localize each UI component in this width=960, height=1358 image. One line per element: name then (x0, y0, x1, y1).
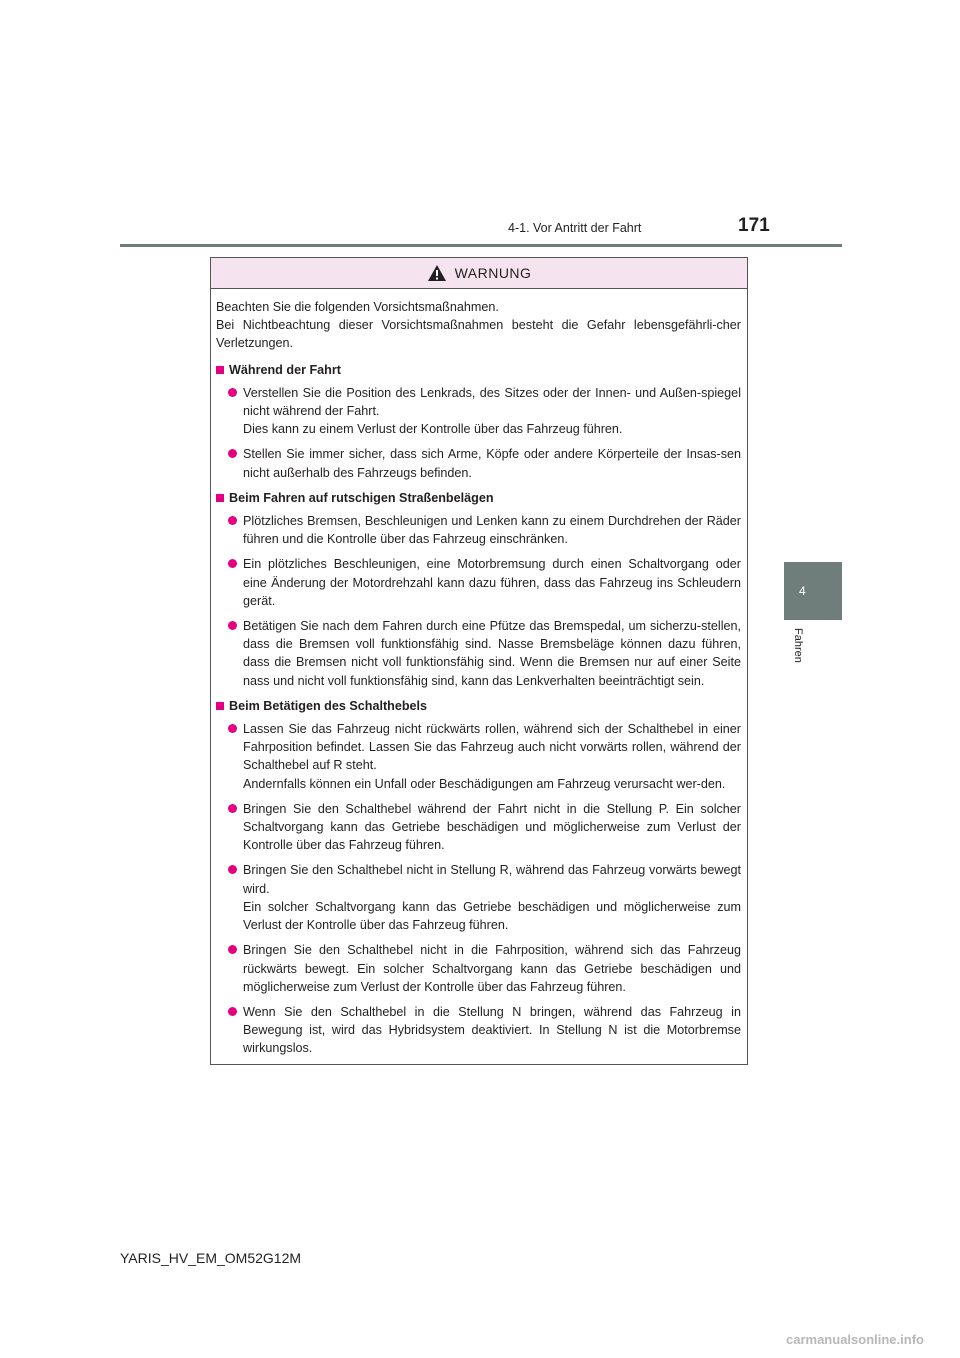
pink-square-icon (216, 494, 224, 502)
bullet-line: Ein plötzliches Beschleunigen, eine Motorbremsung durch einen Schaltvorgang oder eine Änderung der Motordrehzahl kann dazu führen, dass das Fahrzeug ins Schleudern gerät. (243, 557, 741, 608)
bullet-text (243, 512, 741, 548)
pink-dot-icon (228, 804, 237, 813)
bullet-item (216, 384, 741, 439)
warning-box (210, 257, 748, 1065)
bullet-text (243, 384, 741, 439)
bullet-item (216, 1003, 741, 1058)
bullet-line: Ein solcher Schaltvorgang kann das Getriebe beschädigen und möglicherweise zum Verlust der Kontrolle über das Fahrzeug führen. (243, 899, 741, 933)
bullet-item (216, 720, 741, 793)
bullet-line: Bringen Sie den Schalthebel während der Fahrt nicht in die Stellung P. Ein solcher Schaltvorgang kann das Getriebe beschädigen und möglicherweise zum Verlust der Kontrolle über das Fahrzeug führen. (243, 801, 741, 853)
chapter-label: Fahren (792, 628, 804, 663)
bullet-line: Bringen Sie den Schalthebel nicht in die Fahrposition, während sich das Fahrzeug rückwärts bewegt. Ein solcher Schaltvorgang kann das Getriebe beschädigen und möglicherweise zum Verlust der Kontrolle über das Fahrzeug führen. (243, 943, 741, 994)
bullet-text (243, 941, 741, 996)
bullet-item (216, 861, 741, 934)
bullet-item (216, 941, 741, 996)
section-title (216, 697, 741, 715)
bullet-text (243, 445, 741, 481)
section-title-text: Beim Betätigen des Schalthebels (229, 698, 428, 713)
bullet-line: Wenn Sie den Schalthebel in die Stellung N bringen, während das Fahrzeug in Bewegung ist, wird das Hybridsystem deaktiviert. In Stellung N ist die Motorbremse wirkungslos. (243, 1004, 741, 1056)
document-code: YARIS_HV_EM_OM52G12M (120, 1250, 302, 1266)
pink-dot-icon (228, 865, 237, 874)
section-title-text: Während der Fahrt (229, 362, 341, 377)
bullet-item (216, 800, 741, 855)
bullet-item (216, 445, 741, 481)
warning-section (216, 489, 741, 690)
section-title (216, 361, 741, 379)
header-divider (120, 244, 842, 247)
bullet-text (243, 800, 741, 855)
pink-dot-icon (228, 724, 237, 733)
warning-section (216, 697, 741, 1058)
pink-dot-icon (228, 621, 237, 630)
pink-square-icon (216, 702, 224, 710)
bullet-line: Betätigen Sie nach dem Fahren durch eine Pfütze das Bremspedal, um sicherzu-stellen, dass die Bremsen voll funktionsfähig sind. Nasse Bremsbeläge können dazu führen, dass die Bremsen nicht voll funktionsfähig sind. Wenn die Bremsen nur auf einer Seite nass und nicht voll funktionsfähig sind, kann das Lenkverhalten beeinträchtigt sein. (243, 619, 741, 688)
bullet-text (243, 720, 741, 793)
warning-header (211, 258, 747, 289)
bullet-item (216, 512, 741, 548)
warning-section (216, 361, 741, 482)
pink-dot-icon (228, 559, 237, 568)
bullet-line: Verstellen Sie die Position des Lenkrads, des Sitzes oder der Innen- und Außen-spiegel nicht während der Fahrt. (243, 385, 741, 419)
bullet-line: Lassen Sie das Fahrzeug nicht rückwärts rollen, während sich der Schalthebel in einer Fahrposition befindet. Lassen Sie das Fahrzeug auch nicht vorwärts rollen, während der Schalthebel auf R steht. (243, 722, 741, 773)
bullet-line: Plötzliches Bremsen, Beschleunigen und Lenken kann zu einem Durchdrehen der Räder führen und die Kontrolle über das Fahrzeug einschränken. (243, 514, 741, 547)
pink-dot-icon (228, 516, 237, 525)
warning-intro (216, 298, 741, 353)
page-header-section: 4-1. Vor Antritt der Fahrt (508, 221, 642, 235)
pink-dot-icon (228, 449, 237, 458)
warning-triangle-icon (427, 264, 447, 282)
section-title (216, 489, 741, 507)
bullet-item (216, 617, 741, 690)
bullet-item (216, 555, 741, 610)
pink-dot-icon (228, 1007, 237, 1016)
chapter-number: 4 (799, 584, 806, 598)
bullet-line: Bringen Sie den Schalthebel nicht in Stellung R, während das Fahrzeug vorwärts bewegt wird. (243, 863, 741, 896)
bullet-line: Andernfalls können ein Unfall oder Beschädigungen am Fahrzeug verursacht wer-den. (243, 776, 726, 791)
intro-line: Beachten Sie die folgenden Vorsichtsmaßnahmen. (216, 300, 499, 314)
bullet-text (243, 861, 741, 934)
warning-title: WARNUNG (454, 265, 532, 281)
pink-square-icon (216, 366, 224, 374)
page-number: 171 (738, 215, 770, 236)
bullet-line: Dies kann zu einem Verlust der Kontrolle über das Fahrzeug führen. (243, 422, 623, 437)
warning-body (211, 289, 747, 1058)
bullet-line: Stellen Sie immer sicher, dass sich Arme, Köpfe oder andere Körperteile der Insas-sen nicht außerhalb des Fahrzeugs befinden. (243, 447, 741, 480)
intro-line: Bei Nichtbeachtung dieser Vorsichtsmaßnahmen besteht die Gefahr lebensgefährli-cher Verletzungen. (216, 318, 741, 351)
bullet-text (243, 555, 741, 610)
bullet-text (243, 1003, 741, 1058)
chapter-tab[interactable] (784, 562, 842, 620)
pink-dot-icon (228, 945, 237, 954)
section-title-text: Beim Fahren auf rutschigen Straßenbelägen (229, 490, 494, 505)
bullet-text (243, 617, 741, 690)
watermark: carmanualsonline.info (786, 1332, 924, 1347)
pink-dot-icon (228, 388, 237, 397)
